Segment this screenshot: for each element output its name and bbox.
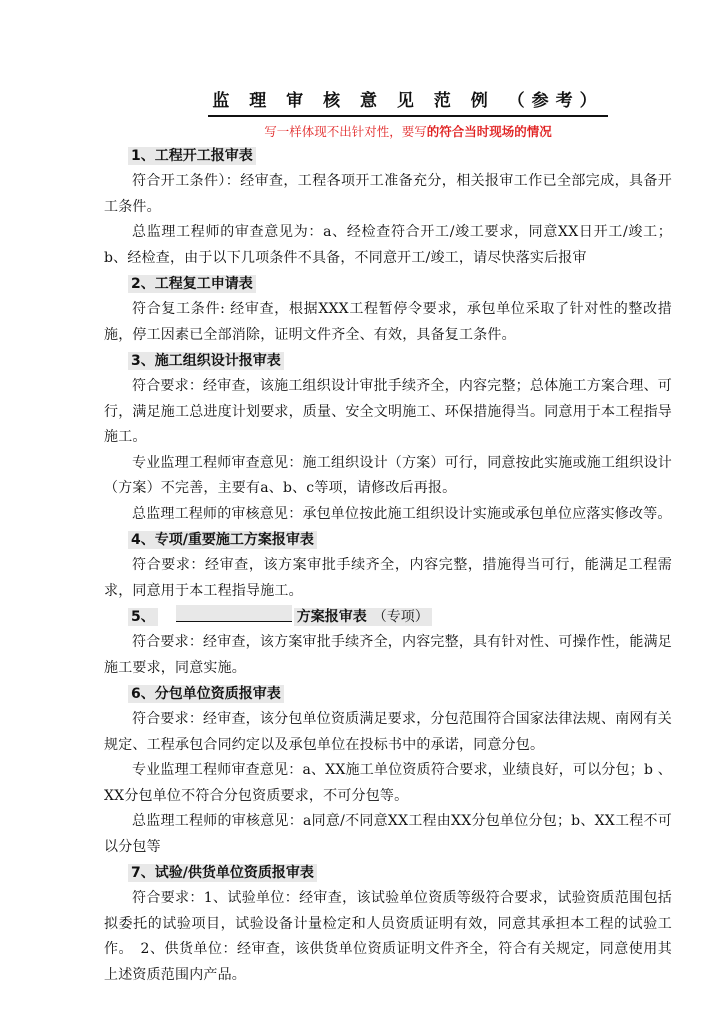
paragraph: 符合要求：经审查，该施工组织设计审批手续齐全，内容完整；总体施工方案合理、可行，满足施工总进度计划要求，质量、安全文明施工、环保措施得当。同意用于本工程指导施工。: [104, 378, 672, 445]
section-heading-text: 1、工程开工报审表: [128, 147, 256, 165]
document-title-row: [104, 88, 672, 117]
paragraph: 专业监理工程师审查意见：施工组织设计（方案）可行，同意按此实施或施工组织设计（方案）不完善，主要有a、b、c等项，请修改后再报。: [104, 454, 672, 496]
paragraph: 符合要求：经审查，该方案审批手续齐全，内容完整，措施得当可行，能满足工程需求，同意用于本工程指导施工。: [104, 557, 672, 599]
paragraph: 符合开工条件）：经审查，工程各项开工准备充分，相关报审工作已全部完成，具备开工条件。: [104, 173, 672, 215]
section-heading: [104, 143, 672, 169]
section-heading-text: 7、试验/供货单位资质报审表: [128, 864, 317, 882]
section-heading-prefix: 5、: [128, 608, 158, 626]
document-subtitle: [104, 121, 672, 143]
paragraph: 总监理工程师的审查意见为：a、经检查符合开工/竣工要求，同意XX日开工/竣工；b、经检查，由于以下几项条件不具备，不同意开工/竣工，请尽快落实后报审: [104, 224, 672, 266]
paragraph: 总监理工程师的审核意见：a同意/不同意XX工程由XX分包单位分包；b、XX工程不可以分包等: [104, 813, 672, 855]
section-heading: [104, 681, 672, 707]
blank-fill-line: [176, 605, 292, 622]
section-heading: [104, 604, 672, 630]
paragraph: 符合要求：1、试验单位：经审查，该试验单位资质等级符合要求，试验资质范围包括拟委托的试验项目，试验设备计量检定和人员资质证明有效，同意其承担本工程的试验工作。 2、供货单位：经审查，该供货单位资质证明文件齐全，符合有关规定，同意使用其上述资质范围内产品。: [104, 890, 672, 983]
section-heading-text: 4、专项/重要施工方案报审表: [128, 531, 317, 549]
paragraph: 符合要求：经审查，该方案审批手续齐全，内容完整，具有针对性、可操作性，能满足施工要求，同意实施。: [104, 634, 672, 676]
paragraph: 符合复工条件: 经审查，根据XXX工程暂停令要求，承包单位采取了针对性的整改措施，停工因素已全部消除，证明文件齐全、有效，具备复工条件。: [104, 301, 672, 343]
section-heading-text: 2、工程复工申请表: [128, 275, 256, 293]
subtitle-bold: 的符合当时现场的情况: [426, 124, 552, 139]
section-heading-text: 方案报审表: [294, 608, 370, 626]
section-heading-note: （专项）: [370, 608, 432, 626]
section-heading: [104, 527, 672, 553]
paragraph: 总监理工程师的审核意见：承包单位按此施工组织设计实施或承包单位应落实修改等。: [132, 505, 672, 522]
section-heading-text: 3、施工组织设计报审表: [128, 352, 284, 370]
document-title: 监 理 审 核 意 见 范 例 （参考）: [208, 88, 607, 117]
section-heading-text: 6、分包单位资质报审表: [128, 685, 284, 703]
section-heading: [104, 348, 672, 374]
subtitle-plain: 写一样体现不出针对性，要写: [264, 124, 427, 139]
paragraph: 专业监理工程师审查意见：a、XX施工单位资质符合要求，业绩良好，可以分包；b 、XX分包单位不符合分包资质要求，不可分包等。: [104, 762, 672, 804]
section-heading: [104, 860, 672, 886]
section-heading: [104, 271, 672, 297]
paragraph: 符合要求：经审查，该分包单位资质满足要求，分包范围符合国家法律法规、南网有关规定、工程承包合同约定以及承包单位在投标书中的承诺，同意分包。: [104, 711, 672, 753]
